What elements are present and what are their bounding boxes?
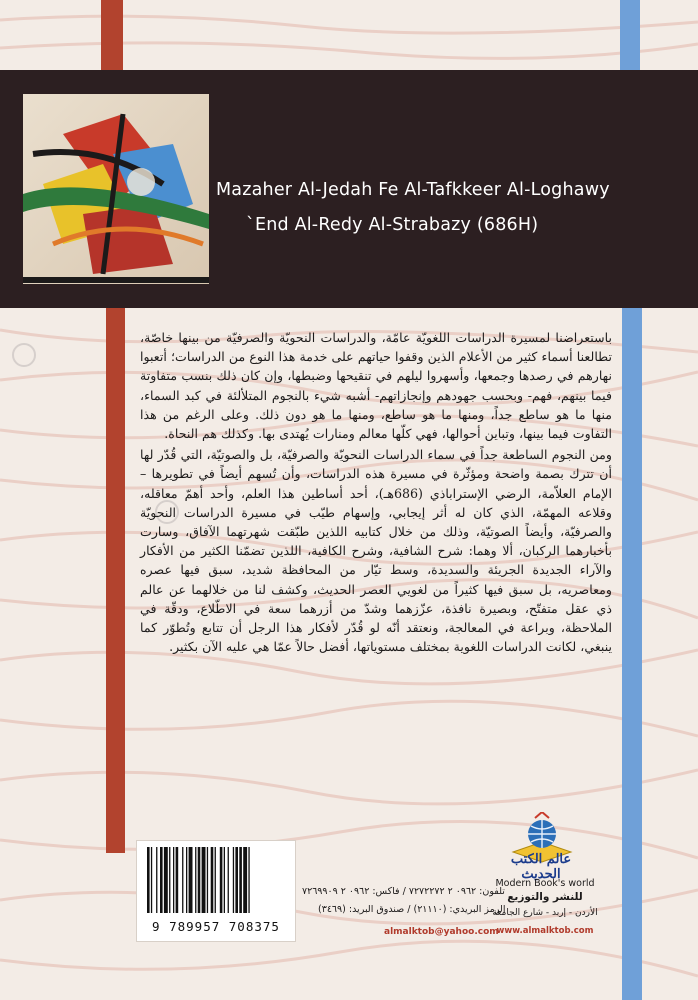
paragraph: ومن النجوم الساطعة جداً في سماء الدراسات النحويّة والصرفيّة، بل والصوتيّة، التي قُدّر لها أن تترك بصمة واضحة ومؤثّرة في مسيرة هذه الدراسات، وأن تُسهم أيضاً في تطويرها – الإمام العلاّمة، الرضي الإستراباذي (686هـ)، أحد أساطين هذا العلم، وأحد أهمّ معاقله، وقلاعه المهمّة، الذي كان له أثر إيجابي، وإسهام طيّب في مسيرة الدراسات النحويّة والصرفيّة، وأيضاً الصوتيّة، وذلك من خلال كتابيه اللذين طبّقت شهرتهما الآفاق، وسارت بأخبارهما الركبان، ألا وهما: شرح الشافية، وشرح الكافية، اللذين تضمّنا الكثير من الأفكار والآراء الجديدة الجريئة والسديدة، وسط تيّار من المحافظة شديد، سبق فيها عصره ومعاصريه، بل سبق فيها كثيراً من لغويي العصر الحديث، وكشف لنا من خلالهما عن عالم ذي عقل متفتّح، وبصيرة نافذة، عزّزهما وشدّ من أزرهما سعة في الاطّلاع، ودقّة في الملاحظة، وبراعة في المعالجة، ونعتقد أنّه لو قُدّر لأفكار هذا الرجل أن تتابع وتُطوّر كما ينبغي، لكانت الدراسات اللغوية بمختلف مستوياتها، أفضل حالاً عمّا هي عليه الآن بكثير. bbox=[140, 447, 612, 655]
barcode-bar bbox=[202, 847, 206, 913]
blue-stripe-bottom bbox=[622, 308, 642, 1000]
barcode-bar bbox=[195, 847, 196, 913]
barcode-bar bbox=[211, 847, 214, 913]
publisher-tagline: للنشر والتوزيع bbox=[507, 891, 583, 903]
title-line-1: Mazaher Al-Jedah Fe Al-Tafkkeer Al-Loghawy bbox=[216, 180, 610, 200]
publisher-name-arabic: عالم الكتب الحديث bbox=[510, 852, 572, 882]
barcode-bar bbox=[189, 847, 193, 913]
barcode-bar bbox=[151, 847, 152, 913]
barcode-bar bbox=[147, 847, 150, 913]
barcode-bar bbox=[207, 847, 208, 913]
barcode-bar bbox=[220, 847, 223, 913]
barcode-bar bbox=[233, 847, 234, 913]
barcode-bar bbox=[186, 847, 187, 913]
barcode-bar bbox=[235, 847, 238, 913]
red-stripe-top bbox=[101, 0, 123, 72]
isbn-number: 9 789957 708375 bbox=[152, 919, 280, 934]
red-stripe-bottom bbox=[106, 308, 125, 853]
barcode-bar bbox=[239, 847, 242, 913]
title-banner bbox=[0, 70, 698, 308]
barcode-bar bbox=[176, 847, 179, 913]
publisher-name-english: Modern Book's world bbox=[495, 878, 595, 889]
barcode-bar bbox=[198, 847, 201, 913]
barcode-bar bbox=[160, 847, 163, 913]
barcode-bar bbox=[164, 847, 168, 913]
barcode-bar bbox=[243, 847, 247, 913]
postal-info: الرمز البريدي: (٢١١١٠) / صندوق البريد: (٣٤٦٩) bbox=[318, 904, 506, 915]
barcode-bar bbox=[215, 847, 216, 913]
barcode-bar bbox=[228, 847, 229, 913]
barcode-bar bbox=[173, 847, 174, 913]
title-line-2: `End Al-Redy Al-Strabazy (686H) bbox=[246, 215, 539, 235]
barcode-bar bbox=[169, 847, 170, 913]
barcode-bar bbox=[156, 847, 157, 913]
blue-stripe-top bbox=[620, 0, 640, 72]
barcode-bar bbox=[224, 847, 225, 913]
paragraph: باستعراضنا لمسيرة الدراسات اللغويّة عامّة، والدراسات النحويّة والصرفيّة من بينها خاصّة، تطالعنا أسماء كثير من الأعلام الذين وقفوا حياتهم على خدمة هذا النوع من الدراسات؛ أتعبوا نهارهم في رصدها وجمعها، وأسهروا ليلهم في تنقيحها وضبطها، وإن كان ذلك بنسب متفاوتة فيما بينهم، فهم- وبحسب جهودهم وإنجازاتهم- أشبه شيء بالنجوم المتلألئة في كبد السماء، منها ما هو ساطع جداً، ومنها ما هو ساطع، ومنها ما هو دون ذلك. وعلى الرغم من هذا التفاوت فيما بينها، وتباين أحوالها، فهي كلّها معالم ومنارات يُهتدى بها. وكذلك هم النحاة. bbox=[140, 330, 612, 442]
barcode bbox=[136, 840, 296, 942]
barcode-bar bbox=[248, 847, 249, 913]
publisher-address: الأردن - إربد - شارع الجامعة bbox=[492, 908, 598, 918]
barcode-bar bbox=[182, 847, 183, 913]
back-cover-text bbox=[140, 328, 612, 658]
barcode-bars bbox=[145, 847, 287, 915]
publisher-website: www.almalktob.com bbox=[496, 926, 594, 936]
cover-artwork bbox=[23, 94, 209, 284]
phone-fax: تلفون: ٠٩٦٢ ٢ ٧٢٧٢٢٧٢ / فاكس: ٠٩٦٢ ٢ ٧٢٦٩٩٠٩ bbox=[302, 886, 505, 897]
email-address: almalktob@yahoo.com bbox=[384, 927, 499, 937]
